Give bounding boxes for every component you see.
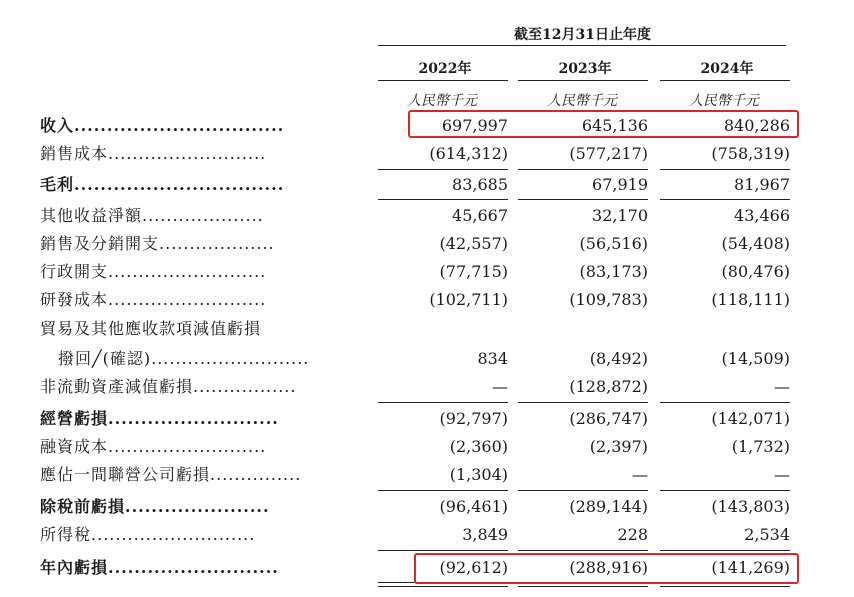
value-2024: (80,476) [721,262,790,281]
row-loss-before-tax [0,494,854,520]
row-label: 應佔一間聯營公司虧損............... [40,465,302,484]
subtotal-rule [378,490,508,491]
year-rule-2024 [660,80,790,81]
row-label: 融資成本.......................... [40,437,267,456]
year-rule-2022 [378,80,508,81]
revenue-highlight-box [408,110,799,138]
subtotal-rule [518,199,648,200]
value-2022: (42,557) [439,234,508,253]
subtotal-rule [660,199,790,200]
unit-2022: 人民幣千元 [407,93,477,109]
year-2024-header: 2024年 [700,61,754,77]
value-2023: (83,173) [579,262,648,281]
value-2023: 228 [617,525,648,544]
value-2022: 3,849 [462,525,508,544]
unit-2023: 人民幣千元 [547,93,617,109]
value-2023: (2,397) [589,437,648,456]
subtotal-rule [660,490,790,491]
row-receivables-impairment [0,346,854,372]
row-cost-of-sales [0,141,854,167]
row-label: 研發成本.......................... [40,290,267,309]
value-2024: (758,319) [711,144,790,163]
value-2023: (109,783) [569,290,648,309]
value-2023: 645,136 [581,116,648,135]
value-2023: (289,144) [569,497,648,516]
value-2022: (2,360) [449,437,508,456]
row-income-tax [0,522,854,548]
subtotal-rule [378,402,508,403]
row-label: 所得稅........................... [40,525,256,544]
row-label: 銷售成本.......................... [40,144,267,163]
period-header: 截至12月31日止年度 [514,27,651,43]
value-2024: (143,803) [711,497,790,516]
row-receivables-impairment-title [0,316,854,342]
year-2023-header: 2023年 [558,61,612,77]
value-2023: (8,492) [589,349,648,368]
value-2023: (577,217) [569,144,648,163]
row-finance-costs [0,434,854,460]
row-label: 毛利................................ [40,175,285,194]
period-rule [378,45,786,46]
subtotal-rule [660,402,790,403]
value-2022: (102,711) [429,290,508,309]
row-other-income [0,203,854,229]
value-2024: (142,071) [711,409,790,428]
value-2022: 834 [477,349,508,368]
unit-2024: 人民幣千元 [689,93,759,109]
value-2023: — [632,465,648,484]
row-associate-loss [0,462,854,488]
value-2023: (288,916) [569,558,648,577]
value-2022: 45,667 [452,206,508,225]
row-gross-profit [0,172,854,198]
value-2024: (14,509) [721,349,790,368]
subtotal-rule [518,550,648,551]
value-2024: (141,269) [711,558,790,577]
value-2024: — [774,465,790,484]
year-2022-header: 2022年 [418,61,472,77]
subtotal-rule [660,550,790,551]
row-label: 年內虧損.......................... [40,558,279,577]
row-label: 收入................................ [40,116,285,135]
value-2022: (77,715) [439,262,508,281]
value-2023: (128,872) [569,377,648,396]
value-2024: — [774,377,790,396]
row-rd-costs [0,287,854,313]
subtotal-rule [518,490,648,491]
loss-highlight-box [414,553,799,584]
value-2022: 83,685 [452,175,508,194]
value-2022: (92,612) [439,558,508,577]
value-2024: 43,466 [734,206,790,225]
subtotal-rule [378,199,508,200]
value-2024: (54,408) [721,234,790,253]
row-label: 其他收益淨額.................... [40,206,264,225]
value-2024: (118,111) [711,290,790,309]
row-admin-expenses [0,259,854,285]
value-2024: 840,286 [723,116,790,135]
row-label: 除稅前虧損...................... [40,497,270,516]
value-2023: 67,919 [592,175,648,194]
value-2022: (614,312) [429,144,508,163]
row-label: 經營虧損.......................... [40,409,279,428]
row-label: 非流動資產減值虧損................. [40,377,297,396]
subtotal-rule [378,550,508,551]
value-2022: (1,304) [449,465,508,484]
value-2024: (1,732) [731,437,790,456]
value-2023: (286,747) [569,409,648,428]
value-2023: (56,516) [579,234,648,253]
year-rule-2023 [518,80,648,81]
row-label: 行政開支.......................... [40,262,267,281]
subtotal-rule [660,169,790,170]
value-2022: (96,461) [439,497,508,516]
value-2022: (92,797) [439,409,508,428]
value-2022: 697,997 [441,116,508,135]
value-2024: 2,534 [744,525,790,544]
row-label: 銷售及分銷開支................... [40,234,275,253]
row-label: 貿易及其他應收款項減值虧損 [40,319,262,338]
subtotal-rule [518,402,648,403]
value-2022: — [492,377,508,396]
subtotal-rule [518,169,648,170]
row-operating-loss [0,406,854,432]
value-2023: 32,170 [592,206,648,225]
value-2024: 81,967 [734,175,790,194]
row-noncurrent-impairment [0,374,854,400]
row-selling-expenses [0,231,854,257]
row-label: 撥回╱(確認).......................... [58,349,310,368]
subtotal-rule [378,169,508,170]
